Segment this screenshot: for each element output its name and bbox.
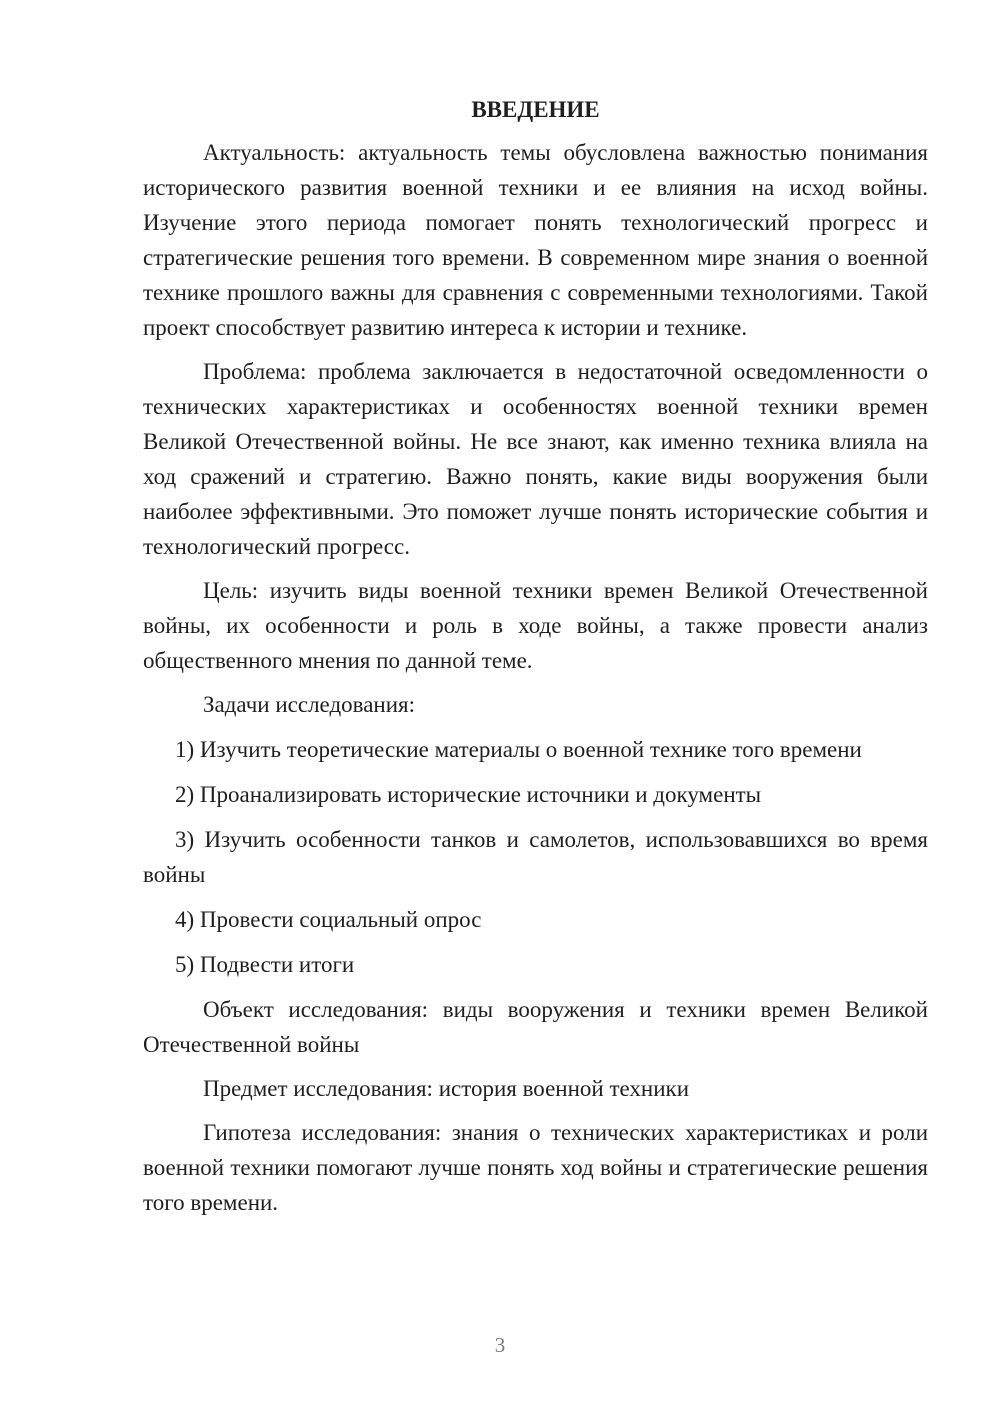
document-page: [143, 92, 928, 1229]
problem-paragraph: Проблема: проблема заключается в недостаточной осведомленности о технических характеристиках и особенностях военной техники времен Великой Отечественной войны. Не все знают, как именно техника влияла на ход сражений и стратегию. Важно понять, какие виды вооружения были наиболее эффективными. Это поможет лучше понять исторические события и технологический прогресс.: [143, 359, 928, 559]
task-item-3: 3) Изучить особенности танков и самолетов, использовавшихся во время войны: [143, 827, 928, 887]
object-paragraph: Объект исследования: виды вооружения и техники времен Великой Отечественной войны: [143, 997, 928, 1057]
task-item-5: 5) Подвести итоги: [175, 952, 355, 977]
task-item-1: 1) Изучить теоретические материалы о военной технике того времени: [175, 737, 862, 762]
goal-paragraph: Цель: изучить виды военной техники времен Великой Отечественной войны, их особенности и роль в ходе войны, а также провести анализ общественного мнения по данной теме.: [143, 578, 928, 673]
page-title: ВВЕДЕНИЕ: [471, 97, 600, 122]
tasks-heading: Задачи исследования:: [203, 692, 416, 717]
subject-paragraph: Предмет исследования: история военной техники: [203, 1076, 690, 1101]
task-item-2: 2) Проанализировать исторические источники и документы: [175, 782, 762, 807]
relevance-paragraph: Актуальность: актуальность темы обусловлена важностью понимания исторического развития военной техники и ее влияния на исход войны. Изучение этого периода помогает понять технологический прогресс и стратегические решения того времени. В современном мире знания о военной технике прошлого важны для сравнения с современными технологиями. Такой проект способствует развитию интереса к истории и технике.: [143, 140, 928, 340]
hypothesis-paragraph: Гипотеза исследования: знания о технических характеристиках и роли военной техники помогают лучше понять ход войны и стратегические решения того времени.: [143, 1120, 928, 1215]
page-number: 3: [494, 1333, 506, 1357]
task-item-4: 4) Провести социальный опрос: [175, 907, 482, 932]
